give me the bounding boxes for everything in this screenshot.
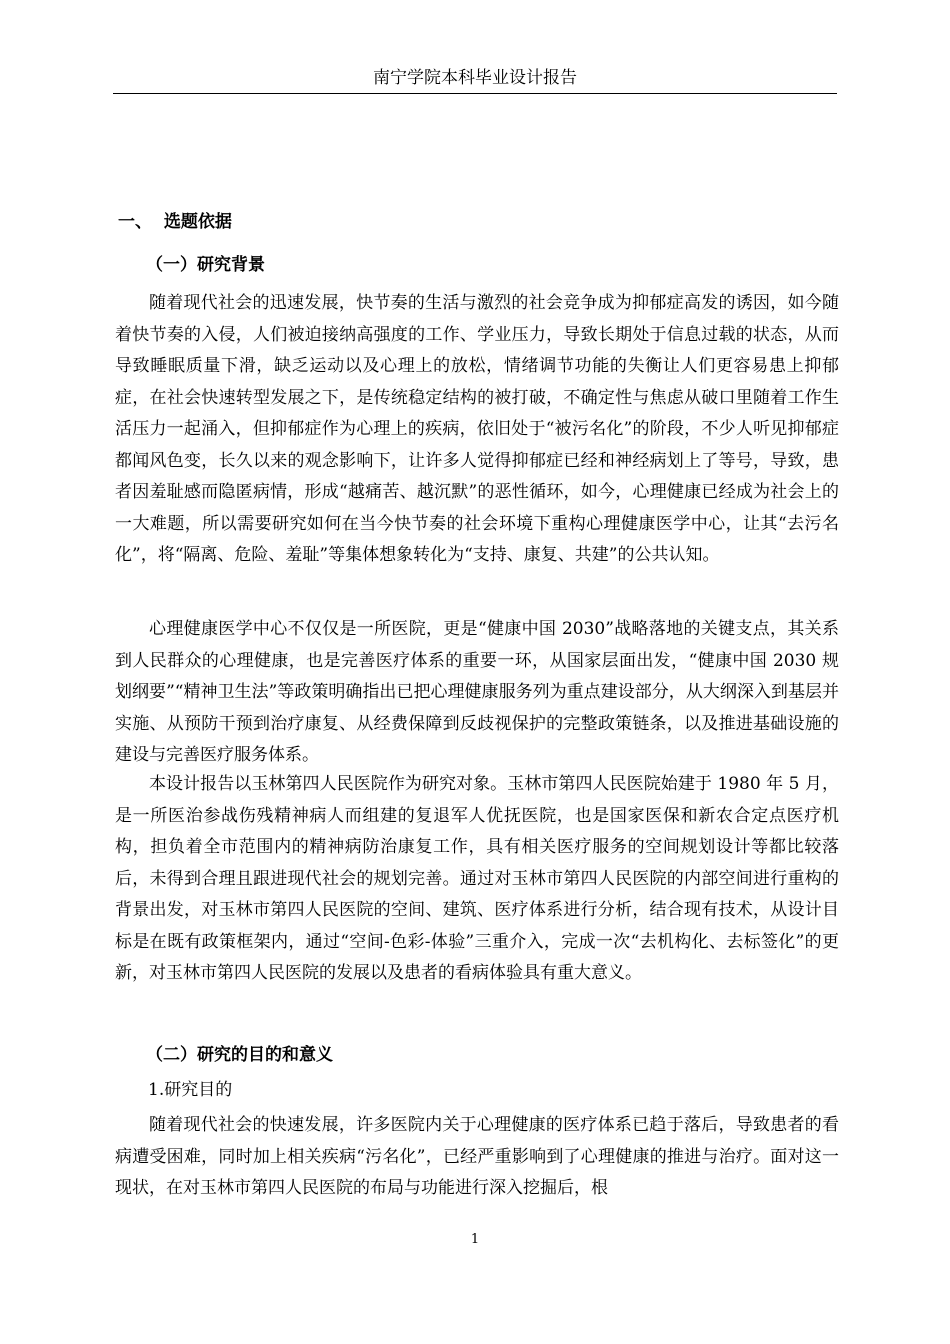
header-divider xyxy=(113,93,837,94)
body-paragraph: 本设计报告以玉林第四人民医院作为研究对象。玉林市第四人民医院始建于 1980 年 5 月，是一所医治参战伤残精神病人而组建的复退军人优抚医院，也是国家医保和新农合定点医疗机构，担负着全市范围内的精神病防治康复工作，具有相关医疗服务的空间规划设计等都比较落后，未得到合理且跟进现代社会的规划完善。通过对玉林市第四人民医院的内部空间进行重构的背景出发，对玉林市第四人民医院的空间、建筑、医疗体系进行分析，结合现有技术，从设计目标是在既有政策框架内，通过“空间-色彩-体验”三重介入，完成一次“去机构化、去标签化”的更新，对玉林市第四人民医院的发展以及患者的看病体验具有重大意义。 xyxy=(115,774,839,983)
page-header-title: 南宁学院本科毕业设计报告 xyxy=(373,68,577,88)
body-paragraph: 心理健康医学中心不仅仅是一所医院，更是“健康中国 2030”战略落地的关键支点，其关系到人民群众的心理健康，也是完善医疗体系的重要一环，从国家层面出发，“健康中国 2030 规划纲要”“精神卫生法”等政策明确指出已把心理健康服务列为重点建设部分，从大纲深入到基层并实施、从预防干预到治疗康复、从经费保障到反歧视保护的完整政策链条，以及推进基础设施的建设与完善医疗服务体系。 xyxy=(115,619,839,765)
subheading-research-background: （一）研究背景 xyxy=(146,255,265,275)
subheading-purpose-significance: （二）研究的目的和意义 xyxy=(146,1045,333,1065)
item-label-research-purpose: 1.研究目的 xyxy=(148,1080,233,1100)
section-heading: 一、 选题依据 xyxy=(118,212,232,232)
body-paragraph: 随着现代社会的快速发展，许多医院内关于心理健康的医疗体系已趋于落后，导致患者的看病遭受困难，同时加上相关疾病“污名化”，已经严重影响到了心理健康的推进与治疗。面对这一现状，在对玉林市第四人民医院的布局与功能进行深入挖掘后，根 xyxy=(115,1115,839,1198)
page-number: 1 xyxy=(470,1232,480,1247)
body-paragraph: 随着现代社会的迅速发展，快节奏的生活与激烈的社会竞争成为抑郁症高发的诱因，如今随着快节奏的入侵，人们被迫接纳高强度的工作、学业压力，导致长期处于信息过载的状态，从而导致睡眠质量下滑，缺乏运动以及心理上的放松，情绪调节功能的失衡让人们更容易患上抑郁症，在社会快速转型发展之下，是传统稳定结构的被打破，不确定性与焦虑从破口里随着工作生活压力一起涌入，但抑郁症作为心理上的疾病，依旧处于“被污名化”的阶段，不少人听见抑郁症都闻风色变，长久以来的观念影响下，让许多人觉得抑郁症已经和神经病划上了等号，导致，患者因羞耻感而隐匿病情，形成“越痛苦、越沉默”的恶性循环，如今，心理健康已经成为社会上的一大难题，所以需要研究如何在当今快节奏的社会环境下重构心理健康医学中心，让其“去污名化”，将“隔离、危险、羞耻”等集体想象转化为“支持、康复、共建”的公共认知。 xyxy=(115,293,839,565)
